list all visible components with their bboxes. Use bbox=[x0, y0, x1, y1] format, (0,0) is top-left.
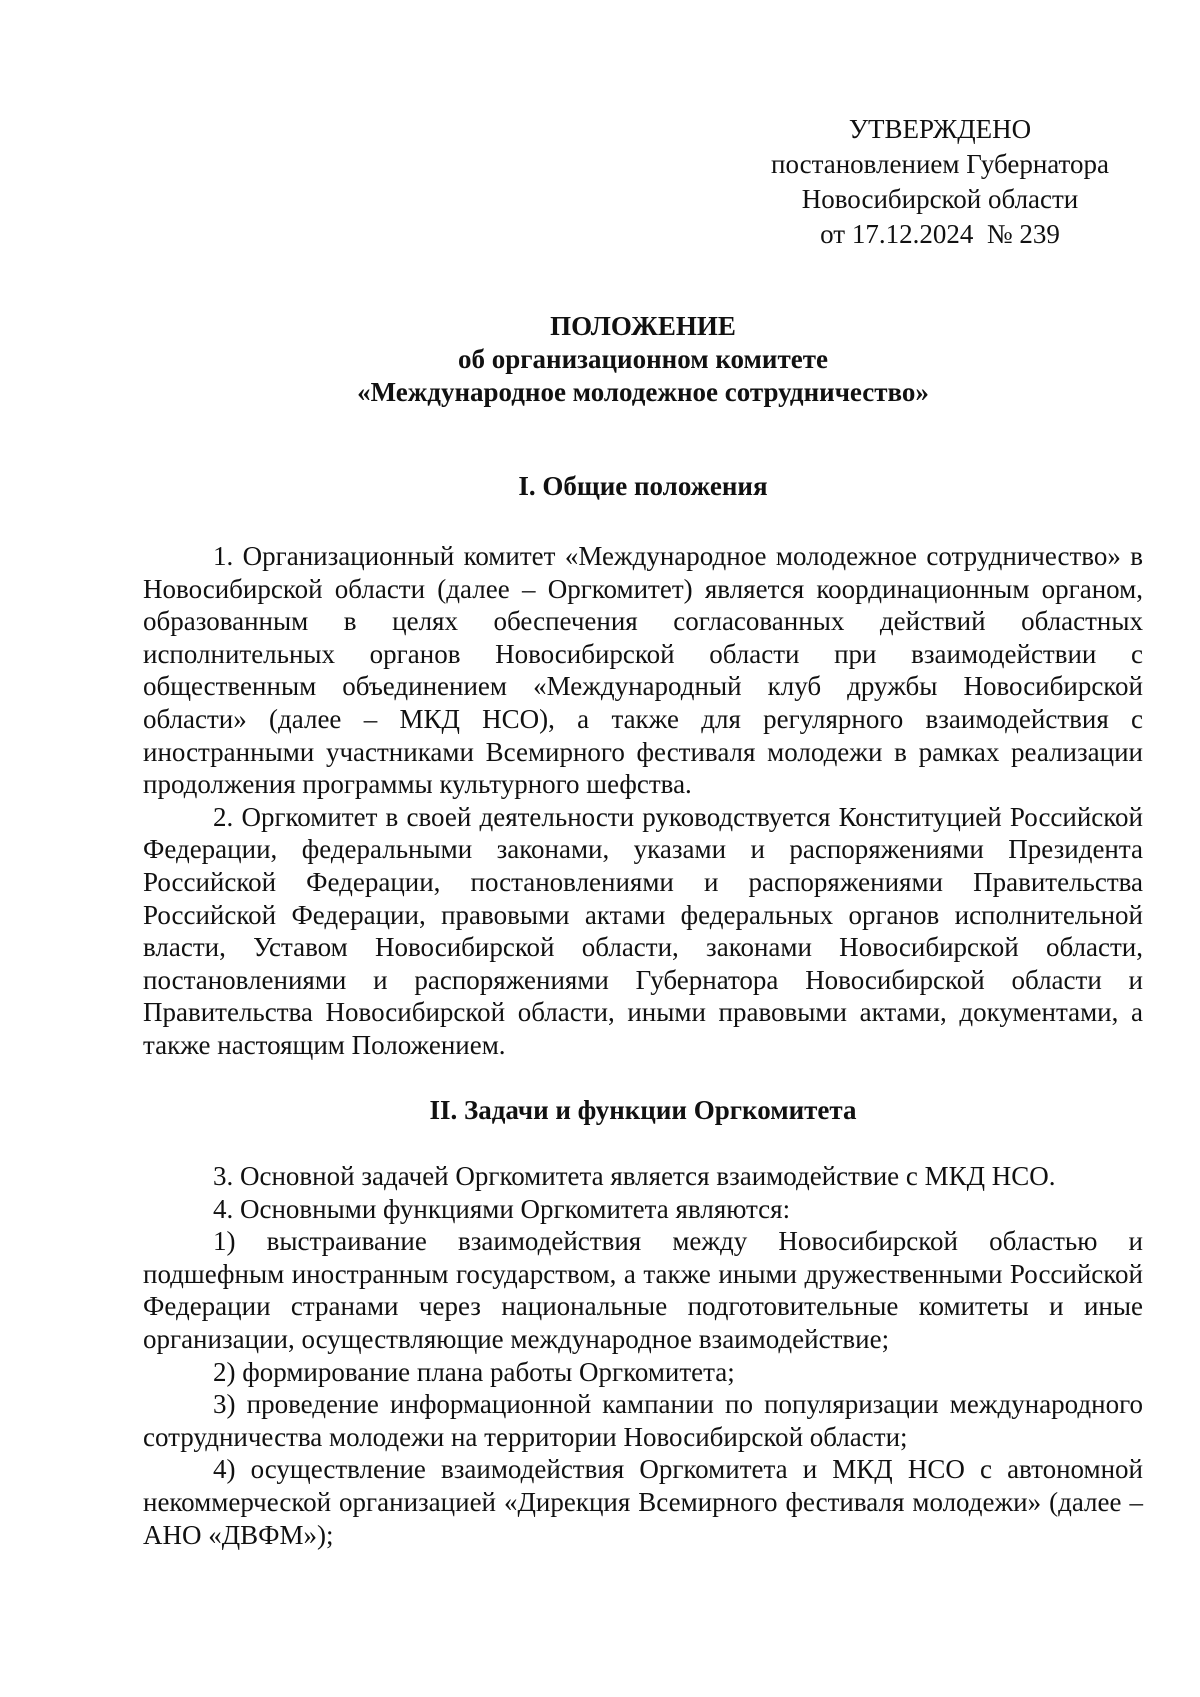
section-2-body bbox=[143, 1160, 1143, 1551]
title-line-3: «Международное молодежное сотрудничество» bbox=[357, 377, 929, 407]
list-item: 2) формирование плана работы Оргкомитета; bbox=[213, 1356, 735, 1387]
approval-region: Новосибирской области bbox=[801, 184, 1079, 214]
list-item: 1) выстраивание взаимодействия между Новосибирской областью и подшефным иностранным государством, а также иными дружественными Российской Федерации странами через национальные подготовительные комитеты и иные организации, осуществляющие международное взаимодействие; bbox=[143, 1226, 1143, 1354]
section-1-body bbox=[143, 540, 1143, 1062]
document-title bbox=[143, 310, 1143, 409]
approval-date-number: от 17.12.2024 № 239 bbox=[820, 219, 1060, 249]
title-line-2: об организационном комитете bbox=[458, 344, 828, 374]
approval-stamp-block bbox=[740, 112, 1140, 252]
paragraph: 1. Организационный комитет «Международное молодежное сотрудничество» в Новосибирской области (далее – Оргкомитет) является координационным органом, образованным в целях обеспечения согласованных действий областных исполнительных органов Новосибирской области при взаимодействии с общественным объединением «Международный клуб дружбы Новосибирской области» (далее – МКД НСО), а также для регулярного взаимодействия с иностранными участниками Всемирного фестиваля молодежи в рамках реализации продолжения программы культурного шефства. bbox=[143, 541, 1143, 800]
paragraph: 4. Основными функциями Оргкомитета являются: bbox=[213, 1193, 791, 1224]
list-item: 4) осуществление взаимодействия Оргкомитета и МКД НСО с автономной некоммерческой организацией «Дирекция Всемирного фестиваля молодежи» (далее – АНО «ДВФМ»); bbox=[143, 1454, 1143, 1550]
approval-label: УТВЕРЖДЕНО bbox=[848, 114, 1032, 144]
paragraph: 2. Оргкомитет в своей деятельности руководствуется Конституцией Российской Федерации, федеральными законами, указами и распоряжениями Президента Российской Федерации, постановлениями и распоряжениями Правительства Российской Федерации, правовыми актами федеральных органов исполнительной власти, Уставом Новосибирской области, законами Новосибирской области, постановлениями и распоряжениями Губернатора Новосибирской области и Правительства Новосибирской области, иными правовыми актами, документами, а также настоящим Положением. bbox=[143, 801, 1143, 1060]
section-2-heading: II. Задачи и функции Оргкомитета bbox=[429, 1095, 857, 1125]
list-item: 3) проведение информационной кампании по популяризации международного сотрудничества молодежи на территории Новосибирской области; bbox=[143, 1389, 1143, 1452]
approval-authority: постановлением Губернатора bbox=[771, 149, 1109, 179]
section-1-heading: I. Общие положения bbox=[518, 471, 768, 501]
title-line-1: ПОЛОЖЕНИЕ bbox=[550, 311, 736, 341]
paragraph: 3. Основной задачей Оргкомитета является взаимодействие с МКД НСО. bbox=[213, 1161, 1056, 1191]
